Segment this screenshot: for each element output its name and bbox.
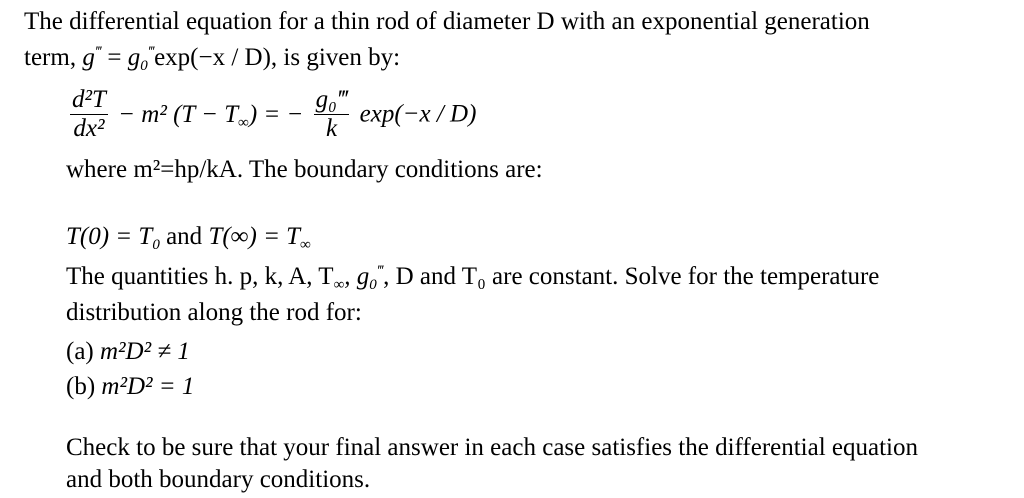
check-text-1: Check to be sure that your final answer in each case satisfies the differential equation xyxy=(66,434,919,461)
fraction-denominator-k: k xyxy=(314,114,350,143)
intro-line-1 xyxy=(24,7,870,37)
where-line xyxy=(66,155,543,185)
intro-line-2 xyxy=(24,43,400,73)
intro-text-1: The differential equation for a thin rod of diameter D with an exponential generation xyxy=(24,8,870,35)
case-a-expr: m²D² ≠ 1 xyxy=(100,338,190,365)
bc-right: $T(\infty) = T_\infty$ xyxy=(208,223,311,253)
check-line-2 xyxy=(66,465,370,495)
g-symbol: g‴ xyxy=(82,44,102,71)
bc-left: $T(0) = T_0$ xyxy=(66,223,160,253)
differential-equation xyxy=(66,86,476,143)
equals-sign: = xyxy=(101,44,128,71)
g0-quantity: , $g_0^‴$ xyxy=(344,263,384,293)
g0-over-k-fraction xyxy=(314,86,350,143)
case-b-label: (b) xyxy=(66,373,96,400)
quantities-line-1 xyxy=(66,262,879,292)
tinf-subscript: ∞ xyxy=(333,277,345,293)
ode-middle-term: − m² $(T - T_\infty)$ = − xyxy=(118,100,304,131)
check-text-2: and both boundary conditions. xyxy=(66,466,371,493)
ode-exp-term: exp(−x / D) xyxy=(359,100,477,128)
fraction-numerator-g0: g₀‴ xyxy=(315,86,348,113)
intro-term-label: term, xyxy=(24,44,77,71)
quantities-line-2 xyxy=(66,298,362,328)
bc-and: and xyxy=(159,223,209,250)
where-text: where m²=hp/kA. The boundary conditions are: xyxy=(66,156,543,183)
case-b xyxy=(66,372,194,402)
fraction-numerator: d²T xyxy=(72,86,106,113)
boundary-conditions xyxy=(66,222,311,252)
d2t-dx2-fraction xyxy=(70,86,108,143)
quantities-rest: , D and T₀ are constant. Solve for the temperature xyxy=(383,263,880,290)
quantities-text-2: distribution along the rod for: xyxy=(66,299,362,326)
quantities-text: The quantities h. p, k, A, T xyxy=(66,263,334,290)
intro-tail: , is given by: xyxy=(270,44,401,71)
case-a xyxy=(66,337,190,367)
case-a-label: (a) xyxy=(66,338,94,365)
exp-term: exp(−x / D) xyxy=(154,44,271,71)
g0-symbol: $g_0^‴$ xyxy=(127,44,155,74)
check-line-1 xyxy=(66,433,918,463)
case-b-expr: m²D² = 1 xyxy=(101,373,195,400)
fraction-denominator: dx² xyxy=(70,114,108,143)
